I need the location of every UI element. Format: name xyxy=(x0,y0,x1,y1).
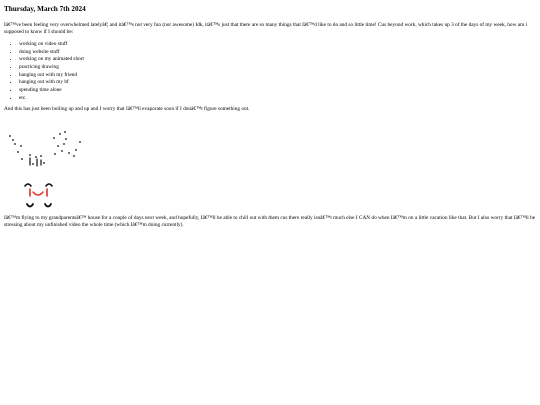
list-item: • hanging out with my bf xyxy=(19,79,536,87)
post-date-title: Thursday, March 7th 2024 xyxy=(4,5,86,13)
list-item: • practicing drawing xyxy=(19,64,536,72)
crying-face xyxy=(25,184,52,207)
todo-list xyxy=(4,41,536,103)
list-item: • doing website stuff xyxy=(19,49,536,57)
list-item: • spending time alone xyxy=(19,87,536,95)
tear-marks xyxy=(30,158,41,166)
intro-paragraph: Iâ€™ve been feeling very overwhelmed latelyâ€¦ and itâ€™s not very fun (nor awesome) Idk, itâ€™s just that there are so many things that Iâ€™d like to do and so little time! Cus beyond work, which takes up 3 of the days of my week, how am i supposed to know if I should be: xyxy=(4,22,527,36)
stressed-doodle-image xyxy=(0,128,90,214)
list-item: • etc. xyxy=(19,95,536,103)
list-item: • working on video stuff xyxy=(19,41,536,49)
closing-paragraph: Iâ€™m flying to my grandparentsâ€™ house for a couple of days next week, and hopefully, Iâ€™ll be able to chill out with them cus there really isnâ€™t much else I CAN do when Iâ€™m on a little vacation like that. But I also worry that Iâ€™ll be stressing about my unfinished video the whole time (which Iâ€™m doing currently). xyxy=(4,215,536,229)
boiling-paragraph: And this has just been boiling up and up and I worry that Iâ€™ll evaporate soon if I donâ€™t figure something out. xyxy=(4,106,250,113)
blog-post xyxy=(4,0,536,114)
sparkle-dots xyxy=(9,131,81,165)
list-item: • hanging out with my friend xyxy=(19,72,536,80)
list-item: • working on my animated short xyxy=(19,56,536,64)
